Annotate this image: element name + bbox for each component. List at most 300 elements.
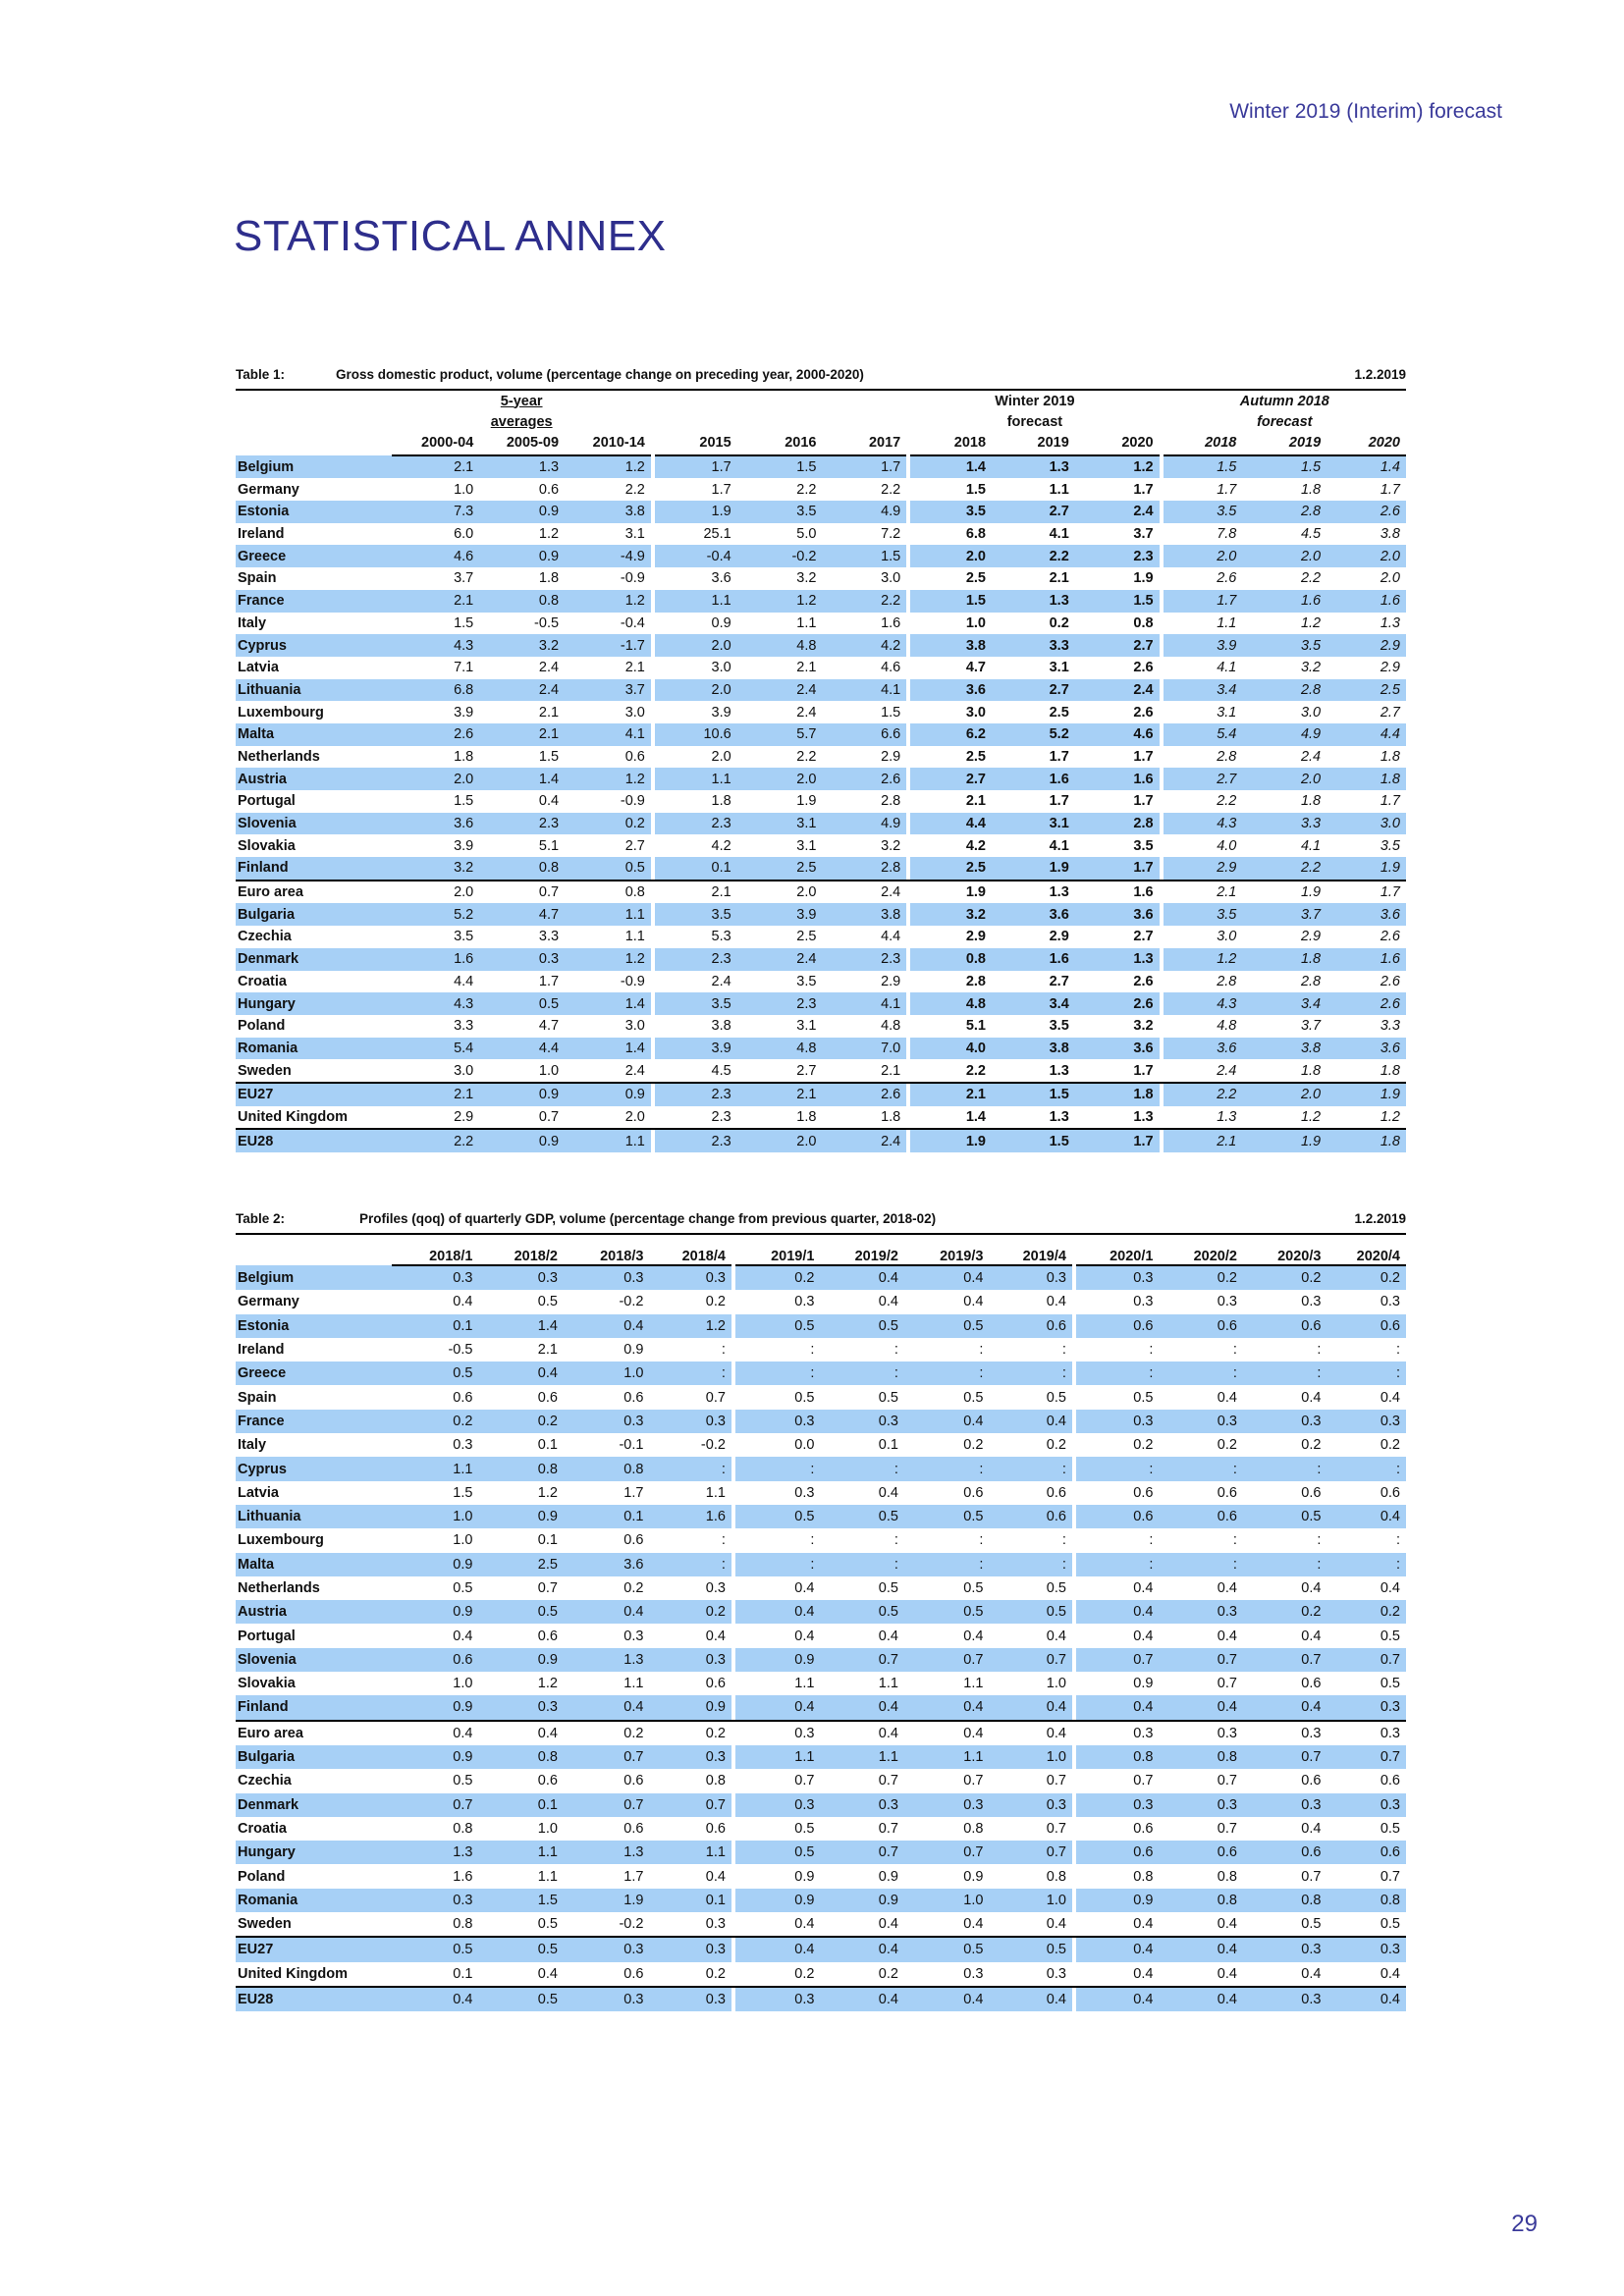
value-cell: 2.9 xyxy=(1300,929,1322,945)
value-cell: 4.8 xyxy=(737,634,823,657)
value-cell: 2.9 xyxy=(965,929,987,945)
value-cell: 0.3 xyxy=(989,1793,1071,1817)
value-cell: 2.8 xyxy=(881,793,901,810)
value-cell: 2.5 xyxy=(1049,704,1069,721)
value-cell: 2.4 xyxy=(479,679,565,702)
value-cell: 0.4 xyxy=(820,1987,904,2011)
autumn-header-line1: Autumn 2018 xyxy=(1239,393,1329,409)
value-cell: 4.1 xyxy=(1049,837,1069,854)
value-cell: 3.7 xyxy=(1133,526,1154,543)
value-cell: 1.6 xyxy=(1326,948,1406,971)
value-cell: 2.0 xyxy=(737,1129,823,1152)
table1-row xyxy=(236,1059,1406,1083)
table2-row xyxy=(236,1937,1406,1961)
value-cell: 7.3 xyxy=(392,501,479,523)
value-cell: 10.6 xyxy=(655,723,737,746)
value-cell: 1.6 xyxy=(1326,590,1406,613)
value-cell: 1.6 xyxy=(453,1868,473,1885)
value-cell: 1.5 xyxy=(881,704,901,721)
value-cell: 1.6 xyxy=(992,768,1075,790)
value-cell: 1.9 xyxy=(1300,884,1322,901)
value-cell: 4.1 xyxy=(1217,660,1237,676)
country-name: Lithuania xyxy=(236,679,392,702)
value-cell: 0.6 xyxy=(963,1484,984,1501)
country-name: Poland xyxy=(238,1018,286,1035)
value-cell: 1.2 xyxy=(737,590,823,613)
value-cell: 2.2 xyxy=(1300,570,1322,587)
value-cell: 0.7 xyxy=(1243,1648,1327,1672)
value-cell: 0.6 xyxy=(1217,1484,1237,1501)
value-cell: 4.9 xyxy=(822,501,906,523)
value-cell: 1.8 xyxy=(1326,1129,1406,1152)
value-cell: 2.6 xyxy=(1133,973,1154,989)
value-cell: : xyxy=(1243,1457,1327,1480)
value-cell: 0.3 xyxy=(1159,1600,1243,1624)
value-cell: 0.3 xyxy=(1326,1695,1406,1720)
value-cell: : xyxy=(1076,1362,1159,1385)
value-cell: 0.1 xyxy=(878,1437,898,1454)
value-cell: 0.3 xyxy=(1326,1410,1406,1433)
country-name: Bulgaria xyxy=(236,1745,392,1769)
value-cell: 0.2 xyxy=(1049,614,1069,631)
value-cell: 1.5 xyxy=(454,614,474,631)
value-cell: 1.9 xyxy=(1326,857,1406,881)
value-cell: -0.9 xyxy=(620,793,645,810)
value-cell: 0.4 xyxy=(564,1695,650,1720)
value-cell: 2.6 xyxy=(1326,501,1406,523)
value-cell: 1.7 xyxy=(1380,481,1400,498)
value-cell: 0.9 xyxy=(479,1083,565,1106)
value-cell: 0.7 xyxy=(989,1841,1071,1864)
value-cell: 0.4 xyxy=(1326,1987,1406,2011)
value-cell: : xyxy=(1159,1457,1243,1480)
value-cell: 2.6 xyxy=(1326,992,1406,1015)
value-cell: 0.4 xyxy=(564,1314,650,1338)
value-cell: 0.5 xyxy=(735,1505,821,1528)
value-cell: 0.6 xyxy=(1159,1505,1243,1528)
value-cell: 2.2 xyxy=(1242,857,1326,881)
value-cell: 3.8 xyxy=(910,634,992,657)
value-cell: 0.1 xyxy=(478,1793,564,1817)
value-cell: 2.7 xyxy=(1133,929,1154,945)
value-cell: 0.3 xyxy=(649,1937,731,1961)
value-cell: 2.2 xyxy=(1164,1083,1243,1106)
value-cell: 0.6 xyxy=(538,481,560,498)
value-cell: 2.9 xyxy=(1380,660,1400,676)
value-cell: 0.2 xyxy=(705,1725,726,1741)
value-cell: 0.4 xyxy=(989,1987,1071,2011)
value-cell: : xyxy=(979,1342,984,1359)
value-cell: 2.6 xyxy=(822,768,906,790)
value-cell: 4.5 xyxy=(655,1059,737,1083)
value-cell: 0.2 xyxy=(820,1962,904,1987)
value-cell: 2.0 xyxy=(454,884,474,901)
country-name: Romania xyxy=(236,1889,392,1912)
value-cell: 3.7 xyxy=(454,570,474,587)
value-cell: 0.7 xyxy=(1076,1648,1159,1672)
value-cell: 0.5 xyxy=(904,1314,990,1338)
value-cell: : xyxy=(1149,1532,1154,1549)
value-cell: 1.7 xyxy=(623,1484,644,1501)
value-cell: 0.8 xyxy=(478,1745,564,1769)
value-cell: 2.7 xyxy=(992,501,1075,523)
value-cell: 2.1 xyxy=(796,660,817,676)
value-cell: 5.4 xyxy=(392,1038,479,1060)
value-cell: 3.8 xyxy=(711,1018,731,1035)
value-cell: 1.1 xyxy=(537,1868,558,1885)
value-cell: 1.8 xyxy=(737,1106,823,1130)
value-cell: 5.2 xyxy=(392,903,479,926)
value-cell: 2.7 xyxy=(910,768,992,790)
value-cell: 0.9 xyxy=(735,1648,821,1672)
value-cell: 0.5 xyxy=(1380,1676,1400,1692)
value-cell: 1.1 xyxy=(878,1676,898,1692)
country-name: Hungary xyxy=(236,1841,392,1864)
value-cell: 0.1 xyxy=(649,1889,731,1912)
value-cell: 2.3 xyxy=(655,1083,737,1106)
value-cell: 0.4 xyxy=(735,1695,821,1720)
value-cell: 0.6 xyxy=(1159,1314,1243,1338)
value-cell: 1.0 xyxy=(989,1889,1071,1912)
value-cell: 3.4 xyxy=(992,992,1075,1015)
value-cell: 0.3 xyxy=(904,1962,990,1987)
value-cell: 0.1 xyxy=(392,1962,479,1987)
table1-row xyxy=(236,790,1406,813)
value-cell: 0.3 xyxy=(1159,1793,1243,1817)
value-cell: 0.3 xyxy=(1217,1725,1237,1741)
value-cell: -0.2 xyxy=(619,1294,644,1310)
value-cell: 0.3 xyxy=(1326,1937,1406,1961)
value-cell: 1.9 xyxy=(655,501,737,523)
value-cell: 0.6 xyxy=(1133,1820,1154,1837)
value-cell: 2.6 xyxy=(1217,570,1237,587)
table2-row xyxy=(236,1362,1406,1385)
value-cell: 3.0 xyxy=(1217,929,1237,945)
country-name: Italy xyxy=(238,614,267,631)
value-cell: 1.7 xyxy=(538,973,560,989)
country-name: Portugal xyxy=(238,793,296,810)
value-cell: 1.9 xyxy=(910,1129,992,1152)
country-name: Greece xyxy=(236,545,392,567)
value-cell: 0.2 xyxy=(392,1410,479,1433)
value-cell: 2.2 xyxy=(822,590,906,613)
table2 xyxy=(236,1235,1406,2011)
value-cell: 0.5 xyxy=(1380,1820,1400,1837)
value-cell: 3.2 xyxy=(796,570,817,587)
value-cell: 1.7 xyxy=(1075,1129,1160,1152)
value-cell: 0.7 xyxy=(1046,1820,1066,1837)
value-cell: 0.7 xyxy=(878,1820,898,1837)
value-cell: 0.2 xyxy=(963,1437,984,1454)
value-cell: : xyxy=(979,1532,984,1549)
value-cell: 1.0 xyxy=(479,1059,565,1083)
value-cell: 4.8 xyxy=(910,992,992,1015)
value-cell: 1.9 xyxy=(992,857,1075,881)
value-cell: 0.8 xyxy=(1243,1889,1327,1912)
country-name: Austria xyxy=(236,1600,392,1624)
table1-row xyxy=(236,657,1406,679)
value-cell: 2.1 xyxy=(737,1083,823,1106)
value-cell: 3.0 xyxy=(711,660,731,676)
value-cell: 0.4 xyxy=(1159,1695,1243,1720)
value-cell: 0.5 xyxy=(1326,1912,1406,1937)
value-cell: 0.7 xyxy=(1217,1676,1237,1692)
value-cell: 1.8 xyxy=(1380,748,1400,765)
value-cell: 0.3 xyxy=(989,1962,1071,1987)
value-cell: 1.6 xyxy=(1133,884,1154,901)
value-cell: : xyxy=(1326,1457,1406,1480)
value-cell: 0.4 xyxy=(1301,1628,1322,1644)
value-cell: 2.7 xyxy=(737,1059,823,1083)
value-cell: 1.6 xyxy=(392,948,479,971)
value-cell: 2.5 xyxy=(478,1553,564,1576)
value-cell: 0.4 xyxy=(878,1294,898,1310)
value-cell: 0.3 xyxy=(1301,1294,1322,1310)
value-cell: 0.7 xyxy=(705,1389,726,1406)
value-cell: -0.1 xyxy=(619,1437,644,1454)
value-cell: 0.4 xyxy=(989,1912,1071,1937)
value-cell: 3.2 xyxy=(1133,1018,1154,1035)
value-cell: 5.0 xyxy=(796,526,817,543)
value-cell: 0.1 xyxy=(537,1437,558,1454)
value-cell: 6.0 xyxy=(454,526,474,543)
country-name: Sweden xyxy=(236,1912,392,1937)
value-cell: 0.5 xyxy=(904,1600,990,1624)
value-cell: 3.8 xyxy=(1380,526,1400,543)
table2-label: Table 2: xyxy=(236,1211,286,1226)
value-cell: 2.3 xyxy=(655,813,737,835)
value-cell: 0.6 xyxy=(705,1820,726,1837)
value-cell: 0.4 xyxy=(904,1410,990,1433)
value-cell: : xyxy=(735,1457,821,1480)
country-name: Austria xyxy=(236,768,392,790)
table1-row xyxy=(236,1083,1406,1106)
country-name: Germany xyxy=(238,1294,299,1310)
value-cell: 0.9 xyxy=(623,1342,644,1359)
value-cell: 0.6 xyxy=(623,1820,644,1837)
value-cell: 2.3 xyxy=(655,948,737,971)
value-cell: 2.6 xyxy=(1133,660,1154,676)
table2-row xyxy=(236,1314,1406,1338)
value-cell: 3.1 xyxy=(796,1018,817,1035)
value-cell: 1.2 xyxy=(1075,455,1160,479)
value-cell: 3.2 xyxy=(479,634,565,657)
table2-row xyxy=(236,1841,1406,1864)
value-cell: 4.9 xyxy=(1242,723,1326,746)
table1-row xyxy=(236,881,1406,904)
table1-caption xyxy=(236,367,1406,391)
table1-title: Gross domestic product, volume (percentage change on preceding year, 2000-2020) xyxy=(336,367,864,382)
value-cell: 1.9 xyxy=(1242,1129,1326,1152)
table2-row xyxy=(236,1793,1406,1817)
value-cell: -0.2 xyxy=(564,1912,650,1937)
value-cell: 1.7 xyxy=(1133,748,1154,765)
value-cell: 1.3 xyxy=(1380,614,1400,631)
value-cell: 0.8 xyxy=(564,1457,650,1480)
table1-row xyxy=(236,1038,1406,1060)
value-cell: 3.9 xyxy=(454,704,474,721)
value-cell: 1.3 xyxy=(992,1106,1075,1130)
value-cell: 7.2 xyxy=(881,526,901,543)
table2-row xyxy=(236,1864,1406,1888)
table2-column-header: 2019/2 xyxy=(820,1235,904,1265)
value-cell: 4.6 xyxy=(881,660,901,676)
value-cell: 1.1 xyxy=(735,1745,821,1769)
table1-row xyxy=(236,926,1406,948)
value-cell: 0.9 xyxy=(963,1868,984,1885)
value-cell: 1.8 xyxy=(822,1106,906,1130)
value-cell: 3.6 xyxy=(1075,1038,1160,1060)
table1-row xyxy=(236,523,1406,546)
value-cell: 4.1 xyxy=(1300,837,1322,854)
value-cell: 2.0 xyxy=(796,884,817,901)
table1-row xyxy=(236,545,1406,567)
value-cell: 0.5 xyxy=(1243,1912,1327,1937)
value-cell: 1.5 xyxy=(478,1889,564,1912)
country-name: United Kingdom xyxy=(236,1106,392,1130)
value-cell: 0.7 xyxy=(479,1106,565,1130)
value-cell: 2.4 xyxy=(737,948,823,971)
table2-date: 1.2.2019 xyxy=(1354,1211,1406,1226)
value-cell: 1.8 xyxy=(1075,1083,1160,1106)
table1-row xyxy=(236,948,1406,971)
value-cell: 0.6 xyxy=(564,1962,650,1987)
value-cell: 2.4 xyxy=(1075,501,1160,523)
value-cell: 0.4 xyxy=(878,1628,898,1644)
value-cell: 1.1 xyxy=(392,1457,479,1480)
table2-column-header: 2020/1 xyxy=(1076,1235,1159,1265)
value-cell: 4.4 xyxy=(479,1038,565,1060)
table1-row xyxy=(236,834,1406,857)
value-cell: 0.3 xyxy=(904,1793,990,1817)
value-cell: 0.6 xyxy=(537,1389,558,1406)
value-cell: 6.8 xyxy=(965,526,987,543)
value-cell: 3.4 xyxy=(1164,679,1243,702)
value-cell: 0.9 xyxy=(1133,1676,1154,1692)
value-cell: 0.5 xyxy=(904,1505,990,1528)
value-cell: 0.4 xyxy=(735,1937,821,1961)
value-cell: 1.0 xyxy=(537,1820,558,1837)
value-cell: 1.4 xyxy=(910,455,992,479)
averages-header-line2: averages xyxy=(490,413,553,430)
value-cell: 1.5 xyxy=(910,590,992,613)
value-cell: 3.0 xyxy=(881,570,901,587)
value-cell: 1.1 xyxy=(565,1129,651,1152)
value-cell: 3.6 xyxy=(392,813,479,835)
table1 xyxy=(236,391,1406,1152)
value-cell: 0.9 xyxy=(735,1889,821,1912)
table2-column-header: 2019/4 xyxy=(989,1235,1071,1265)
value-cell: 0.5 xyxy=(735,1314,821,1338)
value-cell: : xyxy=(1159,1362,1243,1385)
value-cell: 6.2 xyxy=(910,723,992,746)
value-cell: 1.0 xyxy=(904,1889,990,1912)
value-cell: 3.8 xyxy=(1242,1038,1326,1060)
value-cell: 3.1 xyxy=(1049,660,1069,676)
value-cell: 0.1 xyxy=(392,1314,479,1338)
country-name: Slovenia xyxy=(236,1648,392,1672)
value-cell: 1.4 xyxy=(479,768,565,790)
country-name: Greece xyxy=(236,1362,392,1385)
value-cell: 2.9 xyxy=(1326,634,1406,657)
value-cell: 4.2 xyxy=(822,634,906,657)
value-cell: 0.3 xyxy=(1133,1294,1154,1310)
country-name: Euro area xyxy=(238,1725,303,1741)
value-cell: 1.4 xyxy=(565,992,651,1015)
value-cell: 1.7 xyxy=(1380,793,1400,810)
value-cell: : xyxy=(1232,1532,1237,1549)
value-cell: 1.5 xyxy=(453,1484,473,1501)
value-cell: 0.4 xyxy=(1046,1628,1066,1644)
table2-row xyxy=(236,1648,1406,1672)
value-cell: 2.8 xyxy=(1242,679,1326,702)
value-cell: 3.2 xyxy=(392,857,479,881)
value-cell: 0.6 xyxy=(1380,1484,1400,1501)
table2-row xyxy=(236,1290,1406,1313)
value-cell: 1.2 xyxy=(649,1314,731,1338)
country-name: Latvia xyxy=(238,1484,279,1501)
value-cell: 0.4 xyxy=(392,1987,479,2011)
value-cell: 0.3 xyxy=(1243,1937,1327,1961)
value-cell: 1.2 xyxy=(1242,1106,1326,1130)
value-cell: 2.1 xyxy=(1217,884,1237,901)
value-cell: 3.5 xyxy=(1164,903,1243,926)
value-cell: 1.1 xyxy=(1217,614,1237,631)
value-cell: 4.4 xyxy=(454,973,474,989)
page-number: 29 xyxy=(1511,2211,1538,2237)
value-cell: -0.2 xyxy=(737,545,823,567)
value-cell: -0.5 xyxy=(448,1342,473,1359)
value-cell: 3.5 xyxy=(1380,837,1400,854)
value-cell: 2.4 xyxy=(822,1129,906,1152)
value-cell: 0.5 xyxy=(392,1937,479,1961)
value-cell: 0.9 xyxy=(565,1083,651,1106)
value-cell: 3.4 xyxy=(1242,992,1326,1015)
value-cell: 0.4 xyxy=(1159,1937,1243,1961)
value-cell: 0.4 xyxy=(904,1265,990,1290)
table2-row xyxy=(236,1672,1406,1695)
value-cell: 0.4 xyxy=(1076,1912,1159,1937)
value-cell: 1.5 xyxy=(992,1129,1075,1152)
value-cell: -4.9 xyxy=(565,545,651,567)
value-cell: 3.9 xyxy=(655,1038,737,1060)
value-cell: 0.3 xyxy=(1076,1410,1159,1433)
value-cell: 1.8 xyxy=(1326,768,1406,790)
value-cell: 0.4 xyxy=(820,1265,904,1290)
value-cell: 0.5 xyxy=(794,1389,815,1406)
value-cell: 0.8 xyxy=(624,884,645,901)
value-cell: 2.3 xyxy=(479,813,565,835)
value-cell: 1.8 xyxy=(1300,481,1322,498)
value-cell: 0.6 xyxy=(1326,1841,1406,1864)
value-cell: 0.2 xyxy=(478,1410,564,1433)
value-cell: : xyxy=(735,1553,821,1576)
table1-row xyxy=(236,723,1406,746)
value-cell: 0.7 xyxy=(904,1648,990,1672)
table2-row xyxy=(236,1987,1406,2011)
value-cell: 3.5 xyxy=(1049,1018,1069,1035)
table1-column-header: 2020 xyxy=(1075,432,1160,455)
table1-label: Table 1: xyxy=(236,367,286,382)
country-name: Netherlands xyxy=(238,1580,320,1596)
value-cell: -0.4 xyxy=(620,614,645,631)
value-cell: 0.3 xyxy=(1243,1987,1327,2011)
table1-row xyxy=(236,971,1406,993)
value-cell: 0.3 xyxy=(478,1695,564,1720)
value-cell: 0.2 xyxy=(565,813,651,835)
value-cell: 0.4 xyxy=(904,1912,990,1937)
value-cell: 0.5 xyxy=(478,1937,564,1961)
